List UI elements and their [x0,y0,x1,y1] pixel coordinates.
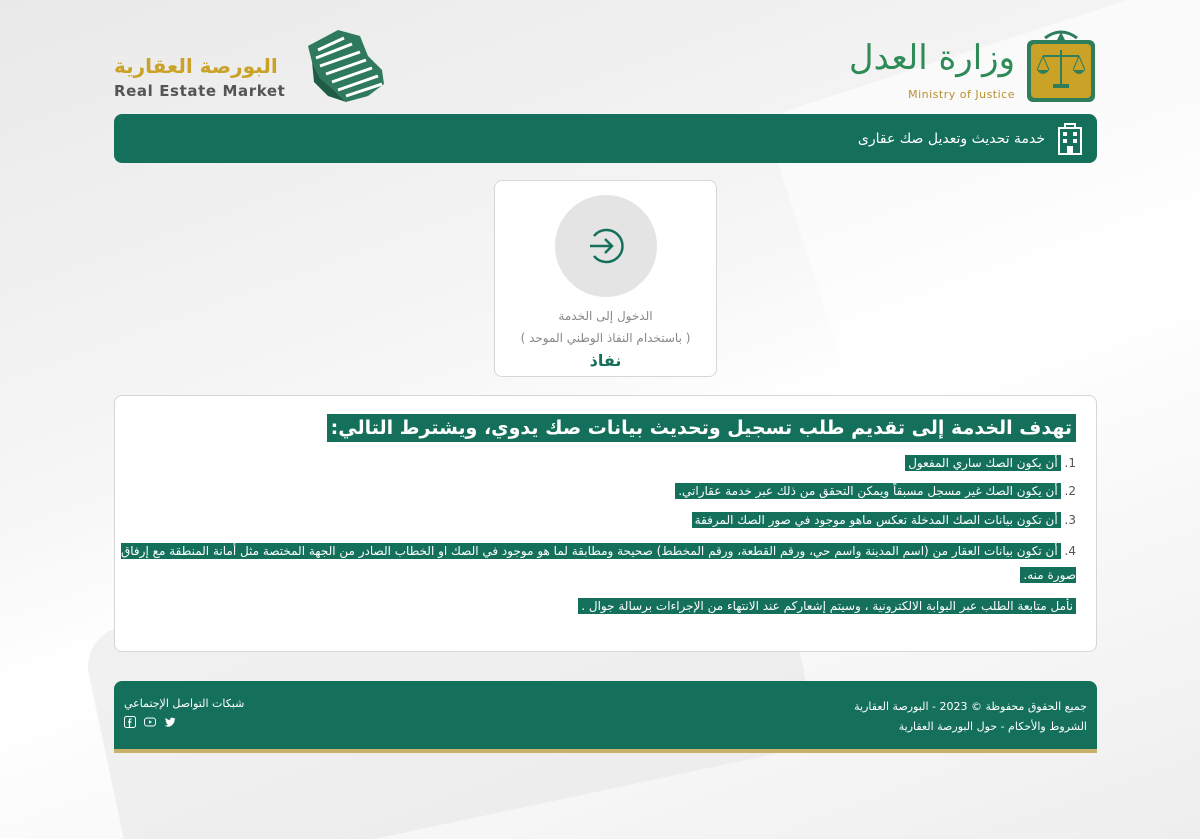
building-icon [1055,122,1085,156]
login-sublabel: ( باستخدام النفاذ الوطني الموحد ) [520,331,691,345]
notification-note [578,595,1076,617]
justice-scales-emblem-icon [1025,26,1097,104]
copyright-text: جميع الحقوق محفوظة © 2023 - البورصة العقارية [854,700,1087,713]
rem-arabic-name: البورصة العقارية [114,54,278,78]
condition-item [905,452,1076,474]
condition-text: أن تكون بيانات العقار من (اسم المدينة واسم حي، ورقم القطعة، ورقم المخطط) صحيحة ومطابقة لما هو موجود في الصك او الخطاب الصادر من الجهة المختصة مثل أمانة المنطقة مع إرفاق صورة منه. [120,544,1076,582]
header [114,22,1097,108]
condition-number: 1. [1064,456,1076,470]
footer-links[interactable]: الشروط والأحكام - حول البورصة العقارية [898,720,1087,733]
login-icon-circle [555,195,657,297]
condition-text: أن يكون الصك ساري المفعول [905,455,1061,471]
twitter-icon[interactable] [164,716,176,728]
footer-info [854,697,1087,737]
moj-arabic-name: وزارة العدل [848,38,1015,78]
nafath-login-card[interactable] [494,180,717,377]
rem-english-name: Real Estate Market [114,82,286,100]
condition-number: 4. [1064,544,1076,558]
nafath-brand: نفاذ [589,351,622,370]
social-title: شبكات التواصل الإجتماعي [124,697,245,710]
saudi-map-logo-icon [298,26,388,104]
facebook-icon[interactable] [124,716,136,728]
real-estate-market-logo[interactable] [114,26,404,106]
condition-item [114,539,1076,587]
condition-text: أن تكون بيانات الصك المدخلة تعكس ماهو موجود في صور الصك المرفقة [692,512,1061,528]
footer [114,681,1097,753]
login-arrow-icon [584,224,628,268]
service-title-bar [114,114,1097,163]
info-title [327,414,1076,442]
note-text: نأمل متابعة الطلب عبر البوابة الالكترونية ، وسيتم إشعاركم عند الانتهاء من الإجراءات برسالة جوال . [578,598,1076,614]
moj-english-name: Ministry of Justice [908,88,1015,101]
service-title: خدمة تحديث وتعديل صك عقارى [857,130,1045,147]
login-label: الدخول إلى الخدمة [558,309,653,323]
condition-item [692,509,1076,531]
condition-item [675,480,1076,502]
youtube-icon[interactable] [144,716,156,728]
info-title-text: تهدف الخدمة إلى تقديم طلب تسجيل وتحديث بيانات صك يدوي، ويشترط التالي: [327,414,1076,442]
ministry-of-justice-logo[interactable] [848,26,1097,106]
service-info-card [114,395,1097,652]
social-section [124,697,244,728]
condition-text: أن يكون الصك غير مسجل مسبقاً ويمكن التحقق من ذلك عبر خدمة عقاراتي. [675,483,1060,499]
condition-number: 2. [1064,484,1076,498]
social-icons [124,716,244,728]
condition-number: 3. [1064,513,1076,527]
